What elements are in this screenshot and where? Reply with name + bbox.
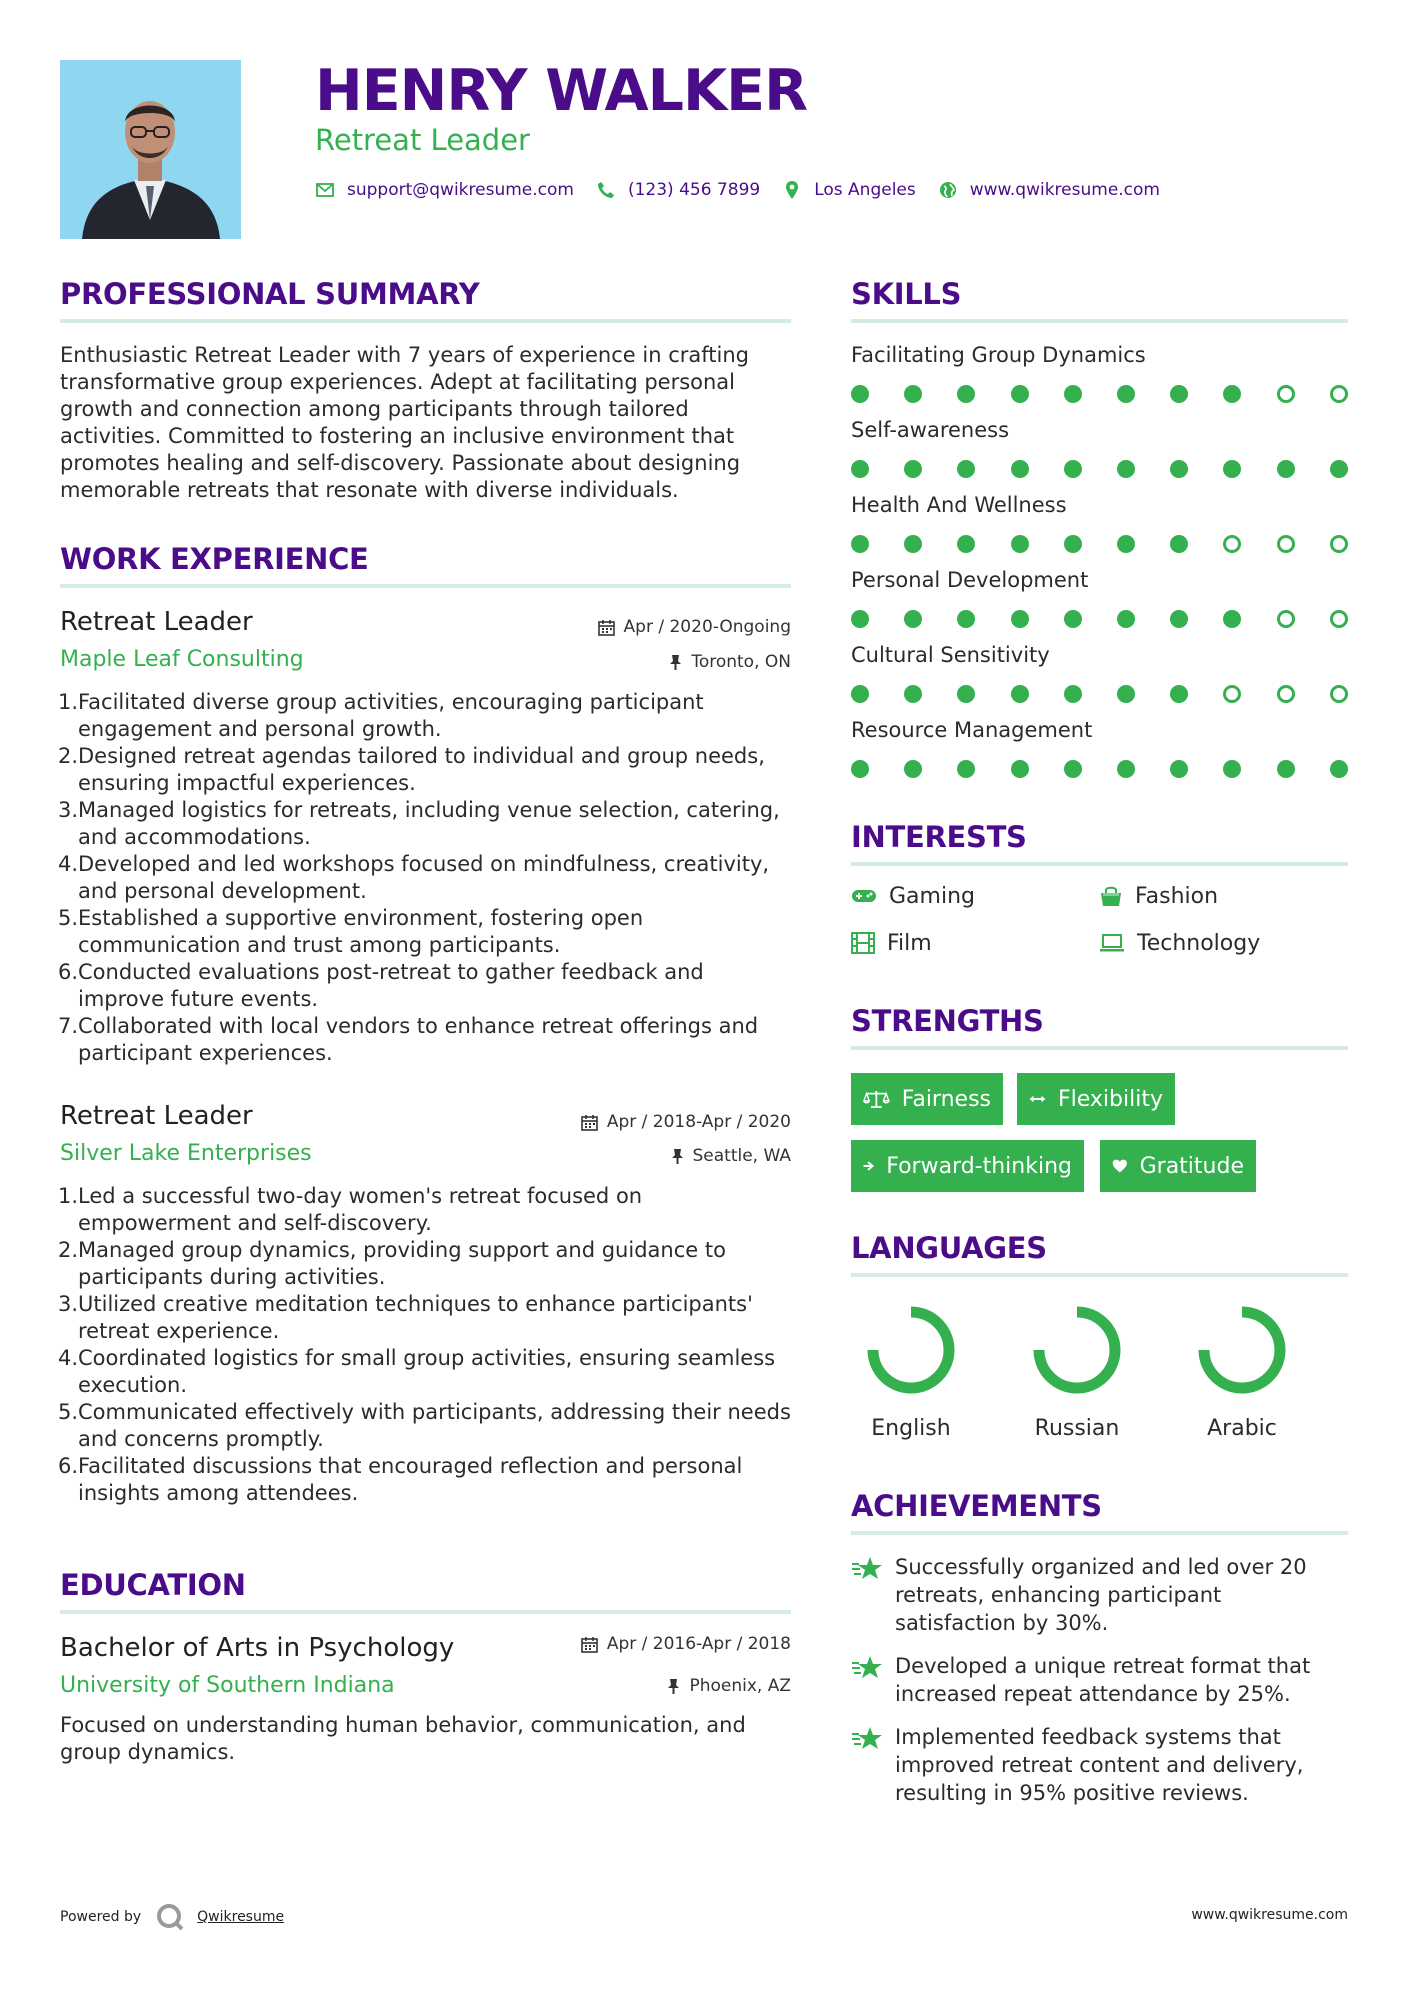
rating-dot-filled	[1064, 535, 1082, 553]
location-text: Los Angeles	[814, 180, 916, 200]
interest-technology: Technology	[1099, 928, 1260, 958]
rating-dot-filled	[1223, 760, 1241, 778]
job-1-company: Maple Leaf Consulting	[60, 647, 304, 672]
rating-dot-filled	[851, 610, 869, 628]
education-location-text: Phoenix, AZ	[689, 1676, 791, 1696]
rating-dot-empty	[1330, 685, 1348, 703]
rating-dot-filled	[904, 535, 922, 553]
footer-url[interactable]: www.qwikresume.com	[1191, 1907, 1348, 1923]
rating-dot-empty	[1277, 685, 1295, 703]
strengths-heading: STRENGTHS	[851, 1004, 1044, 1038]
skill-rating	[851, 610, 1348, 630]
rating-dot-filled	[1223, 460, 1241, 478]
rating-dot-filled	[904, 385, 922, 403]
calendar-icon	[581, 1114, 598, 1131]
job-1-bullets	[60, 689, 795, 1067]
skill-row	[851, 567, 1348, 642]
skill-rating	[851, 535, 1348, 555]
job-2-company: Silver Lake Enterprises	[60, 1141, 312, 1166]
achievements-divider	[851, 1531, 1348, 1535]
interest-fashion: Fashion	[1099, 881, 1218, 911]
rating-dot-filled	[1223, 385, 1241, 403]
job-1-location	[500, 651, 791, 673]
rating-dot-empty	[1277, 535, 1295, 553]
job-1-role: Retreat Leader	[60, 607, 253, 637]
envelope-icon	[315, 180, 335, 200]
strength-gratitude: Gratitude	[1100, 1140, 1256, 1192]
rating-dot-filled	[957, 760, 975, 778]
skill-rating	[851, 385, 1348, 405]
achievement-item: Developed a unique retreat format that increased repeat attendance by 25%.	[851, 1652, 1348, 1708]
rating-dot-filled	[1117, 685, 1135, 703]
list-item: 2. Designed retreat agendas tailored to individual and group needs, ensuring impactful experiences.	[58, 744, 765, 795]
language-level-arc	[873, 1312, 949, 1388]
skill-row	[851, 642, 1348, 717]
rating-dot-filled	[904, 685, 922, 703]
interests-divider	[851, 862, 1348, 866]
calendar-icon	[598, 619, 615, 636]
profile-photo	[60, 60, 241, 239]
rating-dot-filled	[1064, 460, 1082, 478]
rating-dot-filled	[957, 385, 975, 403]
rating-dot-filled	[1170, 460, 1188, 478]
list-item: 5. Established a supportive environment, fostering open communication and trust among participants.	[58, 906, 644, 957]
languages-heading: LANGUAGES	[851, 1231, 1047, 1265]
skill-row	[851, 417, 1348, 492]
rating-dot-filled	[957, 535, 975, 553]
language-ring-russian	[1007, 1300, 1147, 1400]
list-item: 3. Managed logistics for retreats, including venue selection, catering, and accommodations.	[58, 798, 780, 849]
rating-dot-empty	[1223, 535, 1241, 553]
job-1-dates	[500, 616, 791, 638]
education-divider	[60, 1610, 791, 1614]
rating-dot-filled	[1170, 535, 1188, 553]
job-2-dates	[500, 1111, 791, 1133]
rating-dot-filled	[1277, 460, 1295, 478]
education-description: Focused on understanding human behavior, communication, and group dynamics.	[60, 1713, 746, 1764]
rating-dot-filled	[1330, 460, 1348, 478]
education-heading: EDUCATION	[60, 1568, 246, 1602]
language-arabic: Arabic	[1172, 1300, 1312, 1441]
candidate-title: Retreat Leader	[315, 123, 530, 157]
rating-dot-filled	[957, 610, 975, 628]
skill-name: Personal Development	[851, 568, 1089, 592]
rating-dot-filled	[1117, 760, 1135, 778]
rating-dot-filled	[904, 760, 922, 778]
interest-film: Film	[851, 928, 932, 958]
rating-dot-filled	[1170, 610, 1188, 628]
skill-name: Resource Management	[851, 718, 1093, 742]
education-degree: Bachelor of Arts in Psychology	[60, 1633, 455, 1663]
skills-list	[851, 342, 1348, 792]
rating-dot-empty	[1277, 385, 1295, 403]
interests-heading: INTERESTS	[851, 820, 1027, 854]
rating-dot-filled	[1117, 535, 1135, 553]
list-item: 4. Developed and led workshops focused on mindfulness, creativity, and personal development.	[58, 852, 770, 903]
rating-dot-filled	[1011, 610, 1029, 628]
job-1-location-text: Toronto, ON	[691, 652, 791, 672]
email-link[interactable]: support@qwikresume.com	[347, 180, 574, 200]
rating-dot-filled	[1117, 385, 1135, 403]
footer-powered: Powered by Qwikresume	[60, 1902, 284, 1932]
rating-dot-filled	[1170, 760, 1188, 778]
skill-rating	[851, 760, 1348, 780]
film-icon	[851, 932, 875, 954]
list-item: 4. Coordinated logistics for small group activities, ensuring seamless execution.	[58, 1346, 776, 1397]
shopping-bag-icon	[1099, 885, 1123, 907]
skill-row	[851, 717, 1348, 792]
rating-dot-filled	[1223, 610, 1241, 628]
list-item: 1. Facilitated diverse group activities, encouraging participant engagement and personal growth.	[58, 690, 704, 741]
rating-dot-filled	[904, 460, 922, 478]
list-item: 7. Collaborated with local vendors to enhance retreat offerings and participant experiences.	[58, 1014, 759, 1065]
work-heading: WORK EXPERIENCE	[60, 542, 369, 576]
list-item: 2. Managed group dynamics, providing support and guidance to participants during activities.	[58, 1238, 726, 1289]
skill-name: Self-awareness	[851, 418, 1010, 442]
work-divider	[60, 584, 791, 588]
strength-forward-thinking: Forward-thinking	[851, 1140, 1084, 1192]
website-link[interactable]: www.qwikresume.com	[969, 180, 1160, 200]
achievement-item: Implemented feedback systems that improved retreat content and delivery, resulting in 95% positive reviews.	[851, 1723, 1348, 1807]
avatar	[60, 60, 241, 239]
skill-row	[851, 492, 1348, 567]
globe-icon	[938, 180, 958, 200]
phone-icon	[596, 180, 616, 200]
strengths-divider	[851, 1046, 1348, 1050]
achievements-heading: ACHIEVEMENTS	[851, 1489, 1102, 1523]
list-item: 1. Led a successful two-day women's retreat focused on empowerment and self-discovery.	[58, 1184, 643, 1235]
list-item: 3. Utilized creative meditation techniques to enhance participants' retreat experience.	[58, 1292, 753, 1343]
job-2-location	[500, 1145, 791, 1167]
job-1-dates-text: Apr / 2020-Ongoing	[623, 617, 791, 637]
language-english: English	[841, 1300, 981, 1441]
skill-rating	[851, 460, 1348, 480]
language-ring-english	[841, 1300, 981, 1400]
gamepad-icon	[851, 888, 877, 904]
job-2-bullets	[60, 1183, 795, 1507]
summary-heading: PROFESSIONAL SUMMARY	[60, 277, 480, 311]
pushpin-icon	[667, 1678, 680, 1695]
rating-dot-filled	[1277, 760, 1295, 778]
list-item: 6. Conducted evaluations post-retreat to gather feedback and improve future events.	[58, 960, 704, 1011]
rating-dot-filled	[1011, 760, 1029, 778]
arrows-horizontal-icon	[1029, 1092, 1046, 1106]
arrow-right-icon	[863, 1157, 874, 1175]
languages-divider	[851, 1273, 1348, 1277]
rating-dot-filled	[1011, 535, 1029, 553]
laptop-icon	[1099, 933, 1125, 953]
star-icon	[851, 1654, 883, 1682]
rating-dot-filled	[1064, 610, 1082, 628]
job-2-role: Retreat Leader	[60, 1101, 253, 1131]
star-icon	[851, 1725, 883, 1753]
star-icon	[851, 1555, 883, 1583]
achievement-item: Successfully organized and led over 20 retreats, enhancing participant satisfaction by 30%.	[851, 1553, 1348, 1637]
pushpin-icon	[671, 1148, 684, 1165]
rating-dot-filled	[904, 610, 922, 628]
calendar-icon	[581, 1636, 598, 1653]
rating-dot-filled	[1064, 760, 1082, 778]
strength-flexibility: Flexibility	[1017, 1073, 1175, 1125]
job-2-dates-text: Apr / 2018-Apr / 2020	[606, 1112, 791, 1132]
summary-divider	[60, 319, 791, 323]
summary-text: Enthusiastic Retreat Leader with 7 years of experience in crafting transformative group experiences. Adept at facilitating personal growth and connection among participants through tailored activities. Committed to fostering an inclusive environment that promotes healing and self-discovery. Passionate about designing memorable retreats that resonate with diverse individuals.	[60, 343, 749, 502]
rating-dot-filled	[957, 685, 975, 703]
education-location	[500, 1675, 791, 1697]
education-dates-text: Apr / 2016-Apr / 2018	[606, 1634, 791, 1654]
rating-dot-filled	[1064, 385, 1082, 403]
rating-dot-filled	[1011, 685, 1029, 703]
job-2-location-text: Seattle, WA	[692, 1146, 791, 1166]
skill-name: Facilitating Group Dynamics	[851, 343, 1146, 367]
rating-dot-empty	[1277, 610, 1295, 628]
rating-dot-filled	[1064, 685, 1082, 703]
education-dates	[500, 1633, 791, 1655]
skill-name: Cultural Sensitivity	[851, 643, 1050, 667]
rating-dot-filled	[957, 460, 975, 478]
rating-dot-empty	[1330, 610, 1348, 628]
heart-icon	[1112, 1156, 1128, 1176]
map-pin-icon	[782, 180, 802, 200]
rating-dot-filled	[1117, 610, 1135, 628]
skills-heading: SKILLS	[851, 277, 962, 311]
rating-dot-filled	[1011, 385, 1029, 403]
balance-scale-icon	[863, 1088, 890, 1110]
rating-dot-filled	[851, 760, 869, 778]
rating-dot-filled	[851, 535, 869, 553]
rating-dot-empty	[1223, 685, 1241, 703]
education-school: University of Southern Indiana	[60, 1673, 395, 1698]
rating-dot-empty	[1330, 385, 1348, 403]
candidate-name: HENRY WALKER	[315, 58, 807, 124]
skill-row	[851, 342, 1348, 417]
language-level-arc	[1039, 1312, 1115, 1388]
language-level-arc	[1204, 1312, 1280, 1388]
list-item: 6. Facilitated discussions that encouraged reflection and personal insights among attendees.	[58, 1454, 743, 1505]
interest-gaming: Gaming	[851, 881, 975, 911]
qwikresume-logo-icon	[155, 1902, 185, 1932]
skill-rating	[851, 685, 1348, 705]
qwikresume-link[interactable]: Qwikresume	[197, 1909, 285, 1925]
list-item: 5. Communicated effectively with participants, addressing their needs and concerns promptly.	[58, 1400, 791, 1451]
rating-dot-filled	[851, 385, 869, 403]
rating-dot-filled	[851, 460, 869, 478]
rating-dot-filled	[1330, 760, 1348, 778]
skills-divider	[851, 319, 1348, 323]
rating-dot-filled	[1011, 460, 1029, 478]
rating-dot-filled	[851, 685, 869, 703]
skill-name: Health And Wellness	[851, 493, 1067, 517]
language-russian: Russian	[1007, 1300, 1147, 1441]
phone-text: (123) 456 7899	[627, 180, 761, 200]
pushpin-icon	[669, 654, 682, 671]
rating-dot-filled	[1170, 385, 1188, 403]
rating-dot-filled	[1117, 460, 1135, 478]
rating-dot-empty	[1330, 535, 1348, 553]
contact-bar	[315, 176, 1182, 204]
language-ring-arabic	[1172, 1300, 1312, 1400]
rating-dot-filled	[1170, 685, 1188, 703]
strength-fairness: Fairness	[851, 1073, 1003, 1125]
